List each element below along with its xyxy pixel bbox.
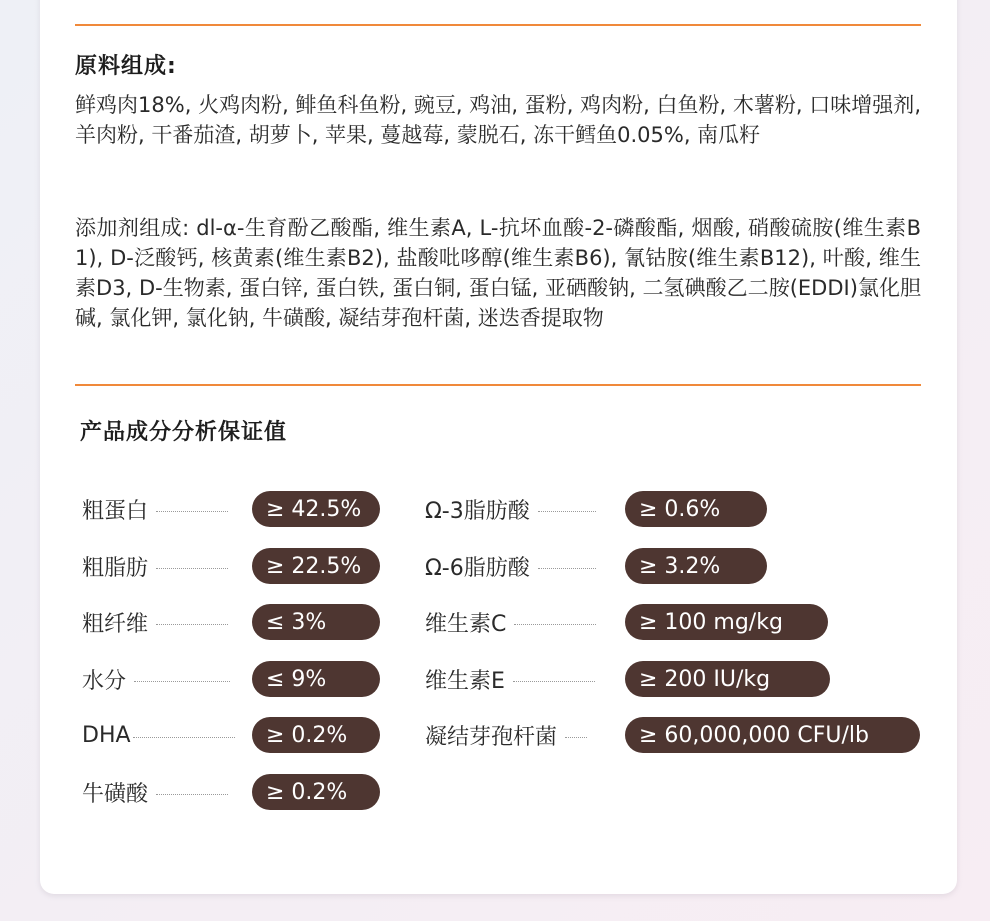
analysis-title: 产品成分分析保证值	[80, 420, 288, 445]
analysis-label: 水分	[82, 668, 127, 694]
leader-dots	[538, 511, 596, 512]
analysis-row-vitamin-e	[425, 661, 771, 697]
analysis-value-badge: ≥ 0.2%	[252, 774, 380, 810]
analysis-value-badge: ≥ 3.2%	[625, 548, 767, 584]
analysis-row-dha	[82, 717, 348, 753]
analysis-label: 粗脂肪	[82, 555, 149, 581]
analysis-row-taurine	[82, 774, 348, 810]
analysis-row-omega3	[425, 491, 721, 527]
analysis-label: 维生素E	[425, 668, 505, 694]
analysis-value-badge: ≥ 100 mg/kg	[625, 604, 828, 640]
divider-middle	[75, 384, 921, 386]
analysis-label: DHA	[82, 722, 131, 748]
analysis-label: 牛磺酸	[82, 781, 149, 807]
leader-dots	[156, 624, 228, 625]
analysis-row-omega6	[425, 548, 721, 584]
analysis-label: 凝结芽孢杆菌	[425, 724, 558, 750]
analysis-row-crude-fiber	[82, 604, 327, 640]
analysis-value-badge: ≥ 22.5%	[252, 548, 380, 584]
analysis-value-badge: ≥ 0.2%	[252, 717, 380, 753]
additives-text: 添加剂组成: dl-α-生育酚乙酸酯, 维生素A, L-抗坏血酸-2-磷酸酯, 烟酸, 硝酸硫胺(维生素B1), D-泛酸钙, 核黄素(维生素B2), 盐酸吡哆醇(维生素B6), 氰钴胺(维生素B12), 叶酸, 维生素D3, D-生物素, 蛋白锌, 蛋白铁, 蛋白铜, 蛋白锰, 亚硒酸钠, 二氢碘酸乙二胺(EDDI)氯化胆碱, 氯化钾, 氯化钠, 牛磺酸, 凝结芽孢杆菌, 迷迭香提取物	[75, 216, 921, 330]
analysis-value-badge: ≥ 42.5%	[252, 491, 380, 527]
analysis-label: 维生素C	[425, 611, 507, 637]
ingredients-heading: 原料组成:	[75, 54, 177, 79]
analysis-row-vitamin-c	[425, 604, 783, 640]
analysis-row-moisture	[82, 661, 327, 697]
leader-dots	[156, 511, 228, 512]
analysis-label: Ω-6脂肪酸	[425, 555, 530, 581]
leader-dots	[513, 681, 595, 682]
analysis-label: Ω-3脂肪酸	[425, 498, 530, 524]
leader-dots	[156, 794, 228, 795]
ingredients-text: 鲜鸡肉18%, 火鸡肉粉, 鲱鱼科鱼粉, 豌豆, 鸡油, 蛋粉, 鸡肉粉, 白鱼粉, 木薯粉, 口味增强剂, 羊肉粉, 干番茄渣, 胡萝卜, 苹果, 蔓越莓, 蒙脱石, 冻干鳕鱼0.05%, 南瓜籽	[75, 93, 921, 147]
analysis-value-badge: ≥ 0.6%	[625, 491, 767, 527]
analysis-label: 粗蛋白	[82, 498, 149, 524]
leader-dots	[156, 568, 228, 569]
analysis-label: 粗纤维	[82, 611, 149, 637]
leader-dots	[514, 624, 596, 625]
leader-dots	[133, 737, 235, 738]
leader-dots	[134, 681, 230, 682]
analysis-value-badge: ≤ 9%	[252, 661, 380, 697]
analysis-value-badge: ≥ 200 IU/kg	[625, 661, 830, 697]
leader-dots	[538, 568, 596, 569]
analysis-value-badge: ≥ 60,000,000 CFU/lb	[625, 717, 920, 753]
analysis-value-badge: ≤ 3%	[252, 604, 380, 640]
analysis-row-crude-protein	[82, 491, 362, 527]
divider-top	[75, 24, 921, 26]
analysis-row-crude-fat	[82, 548, 362, 584]
leader-dots	[565, 737, 587, 738]
analysis-row-bacillus-coagulans	[425, 717, 869, 753]
